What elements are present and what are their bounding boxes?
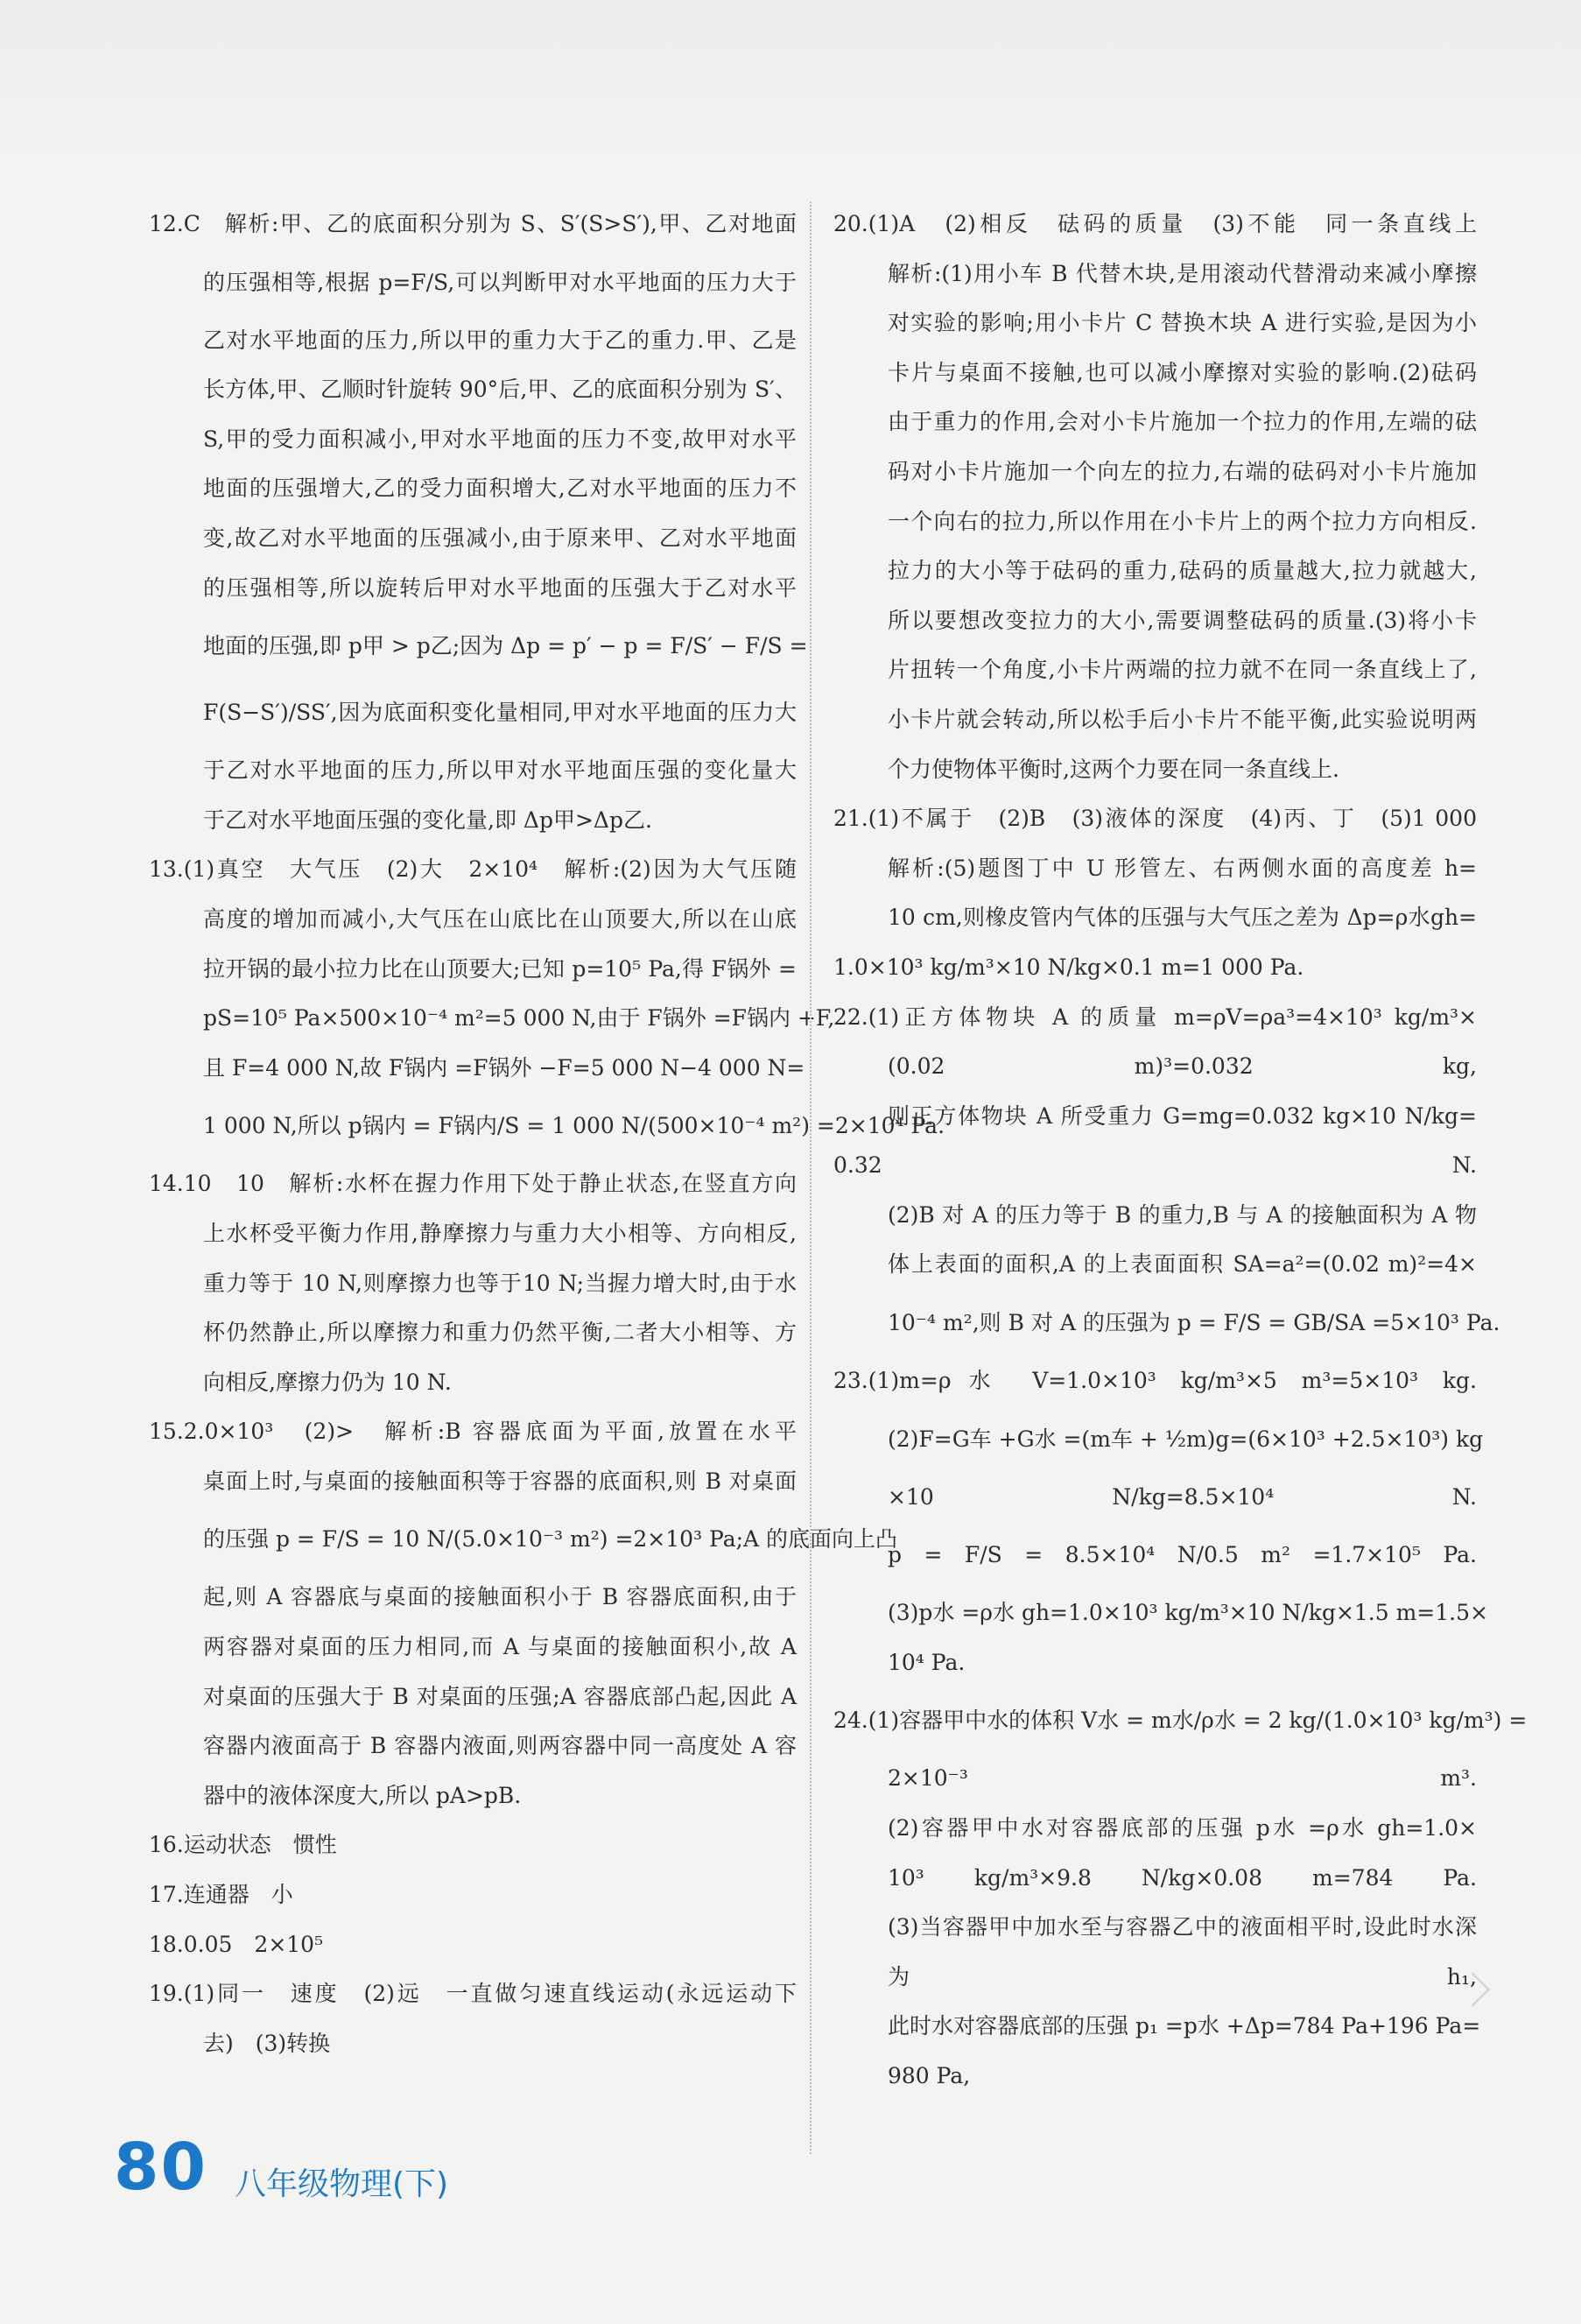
answer-line: 10⁴ Pa. xyxy=(888,1649,966,1675)
answer-line: 桌面上时,与桌面的接触面积等于容器的底面积,则 B 对桌面 xyxy=(203,1468,797,1494)
answer-line: 13.(1)真空 大气压 (2)大 2×10⁴ 解析:(2)因为大气压随 xyxy=(149,856,797,883)
answer-line: S,甲的受力面积减小,甲对水平地面的压力不变,故甲对水平 xyxy=(203,426,797,452)
answer-line: 地面的压强,即 p甲 > p乙;因为 Δp = p′ − p = F/S′ − F/S = xyxy=(203,633,808,659)
answer-line: 24.(1)容器甲中水的体积 V水 = m水/ρ水 = 2 kg/(1.0×10³ kg/m³) = xyxy=(833,1708,1528,1734)
answer-line: 容器内液面高于 B 容器内液面,则两容器中同一高度处 A 容 xyxy=(203,1733,797,1759)
answer-q14 xyxy=(149,1159,797,1407)
subject-label: 八年级物理(下) xyxy=(235,2166,449,2202)
answer-line: 卡片与桌面不接触,也可以减小摩擦对实验的影响.(2)砝码 xyxy=(888,359,1477,385)
answer-line: 解析:(5)题图丁中 U 形管左、右两侧水面的高度差 h= xyxy=(888,855,1477,881)
answer-line: 于乙对水平地面压强的变化量,即 Δp甲>Δp乙. xyxy=(203,806,652,833)
answer-line: 乙对水平地面的压力,所以甲的重力大于乙的重力.甲、乙是 xyxy=(203,327,797,353)
answer-line: 22.(1)正方体物块 A 的质量 m=ρV=ρa³=4×10³ kg/m³× xyxy=(833,1004,1477,1030)
answer-line: 10⁻⁴ m²,则 B 对 A 的压强为 p = F/S = GB/SA =5×10³ Pa. xyxy=(888,1310,1500,1336)
answer-line: 两容器对桌面的压力相同,而 A 与桌面的接触面积小,故 A xyxy=(203,1634,797,1660)
answer-line: 上水杯受平衡力作用,静摩擦力与重力大小相等、方向相反, xyxy=(203,1220,797,1246)
answer-line: 2×10⁻³ m³. xyxy=(888,1765,1477,1792)
answer-line: 起,则 A 容器底与桌面的接触面积小于 B 容器底面积,由于 xyxy=(203,1584,797,1610)
answer-line: 长方体,甲、乙顺时针旋转 90°后,甲、乙的底面积分别为 S′、 xyxy=(203,377,797,403)
answer-line: 10 cm,则橡皮管内气体的压强与大气压之差为 Δp=ρ水gh= xyxy=(888,905,1477,931)
answer-line: 器中的液体深度大,所以 pA>pB. xyxy=(203,1782,522,1808)
answer-line: 对桌面的压强大于 B 对桌面的压强;A 容器底部凸起,因此 A xyxy=(203,1683,797,1709)
left-column xyxy=(149,200,945,2068)
answer-line: 0.32 N. xyxy=(833,1152,1477,1179)
answer-line: 于乙对水平地面的压力,所以甲对水平地面压强的变化量大 xyxy=(203,757,797,784)
answer-line: 小卡片就会转动,所以松手后小卡片不能平衡,此实验说明两 xyxy=(888,706,1477,732)
answer-line: 解析:(1)用小车 B 代替木块,是用滚动代替滑动来减小摩擦 xyxy=(888,260,1477,286)
answer-line: 的压强相等,所以旋转后甲对水平地面的压强大于乙对水平 xyxy=(203,574,797,601)
answer-q12 xyxy=(149,200,808,845)
answer-line: 则正方体物块 A 所受重力 G=mg=0.032 kg×10 N/kg= xyxy=(888,1102,1477,1129)
answer-line: 12.C 解析:甲、乙的底面积分别为 S、S′(S>S′),甲、乙对地面 xyxy=(149,211,797,236)
answer-line: 此时水对容器底部的压强 p₁ =p水 +Δp=784 Pa+196 Pa= xyxy=(888,2013,1481,2039)
answer-line: 的压强相等,根据 p=F/S,可以判断甲对水平地面的压力大于 xyxy=(203,269,797,295)
answer-line: 的压强 p = F/S = 10 N/(5.0×10⁻³ m²) =2×10³ Pa;A 的底面向上凸 xyxy=(203,1526,898,1553)
answer-line: 对实验的影响;用小卡片 C 替换木块 A 进行实验,是因为小 xyxy=(888,310,1477,336)
answer-line: (0.02 m)³=0.032 kg, xyxy=(888,1053,1477,1080)
answer-line: 21.(1)不属于 (2)B (3)液体的深度 (4)丙、丁 (5)1 000 xyxy=(833,806,1477,832)
answer-q22 xyxy=(833,993,1500,1357)
answer-line: 15.2.0×10³ (2)> 解析:B 容器底面为平面,放置在水平 xyxy=(149,1419,797,1445)
answer-line: (2)B 对 A 的压力等于 B 的重力,B 与 A 的接触面积为 A 物 xyxy=(888,1201,1477,1228)
answer-line: 为 h₁, xyxy=(888,1963,1477,1989)
answer-line: 高度的增加而减小,大气压在山底比在山顶要大,所以在山底 xyxy=(203,905,797,932)
answer-line: 个力使物体平衡时,这两个力要在同一条直线上. xyxy=(888,756,1339,782)
answer-q21 xyxy=(833,794,1477,992)
answer-line: 由于重力的作用,会对小卡片施加一个拉力的作用,左端的砝 xyxy=(888,409,1477,435)
answer-q24 xyxy=(833,1687,1528,2101)
answer-line: 980 Pa, xyxy=(888,2063,971,2088)
answer-line: 一个向右的拉力,所以作用在小卡片上的两个拉力方向相反. xyxy=(888,508,1477,534)
answer-line: pS=10⁵ Pa×500×10⁻⁴ m²=5 000 N,由于 F锅外 =F锅内 +F, xyxy=(203,1005,835,1032)
page-top-margin xyxy=(0,0,1581,166)
answer-line: F(S−S′)/SS′,因为底面积变化量相同,甲对水平地面的压力大 xyxy=(203,700,797,726)
page-number: 80 xyxy=(114,2130,207,2205)
answer-q13 xyxy=(149,845,945,1159)
answer-q23 xyxy=(833,1356,1488,1687)
answer-line: 向相反,摩擦力仍为 10 N. xyxy=(203,1369,452,1395)
answer-line: (2)容器甲中水对容器底部的压强 p水 =ρ水 gh=1.0× xyxy=(888,1815,1477,1842)
answer-line: p = F/S = 8.5×10⁴ N/0.5 m² =1.7×10⁵ Pa. xyxy=(888,1542,1477,1568)
answer-line: 拉力的大小等于砝码的重力,砝码的质量越大,拉力就越大, xyxy=(888,558,1477,584)
right-column xyxy=(833,200,1528,2102)
answer-q18 xyxy=(149,1920,797,1970)
answer-line: (2)F=G车 +G水 =(m车 + ½m)g=(6×10³ +2.5×10³) kg xyxy=(888,1426,1484,1452)
answer-line: 重力等于 10 N,则摩擦力也等于10 N;当握力增大时,由于水 xyxy=(203,1270,797,1296)
answer-q16 xyxy=(149,1820,797,1870)
answer-line: (3)p水 =ρ水 gh=1.0×10³ kg/m³×10 N/kg×1.5 m=1.5× xyxy=(888,1600,1488,1626)
answer-line: 杯仍然静止,所以摩擦力和重力仍然平衡,二者大小相等、方 xyxy=(203,1320,797,1346)
answer-line: 去) (3)转换 xyxy=(203,2030,331,2056)
answer-line: 16.运动状态 惯性 xyxy=(149,1832,337,1858)
answer-line: 且 F=4 000 N,故 F锅内 =F锅外 −F=5 000 N−4 000 N= xyxy=(203,1054,805,1081)
answer-line: 17.连通器 小 xyxy=(149,1882,293,1908)
answer-q19 xyxy=(149,1969,797,2068)
answer-line: 20.(1)A (2)相反 砝码的质量 (3)不能 同一条直线上 xyxy=(833,211,1477,236)
answer-line: 所以要想改变拉力的大小,需要调整砝码的质量.(3)将小卡 xyxy=(888,607,1477,633)
answer-line: 18.0.05 2×10⁵ xyxy=(149,1931,324,1957)
answer-line: 地面的压强增大,乙的受力面积增大,乙对水平地面的压力不 xyxy=(203,475,797,502)
answer-line: 10³ kg/m³×9.8 N/kg×0.08 m=784 Pa. xyxy=(888,1864,1477,1891)
answer-line: 片扭转一个角度,小卡片两端的拉力就不在同一条直线上了, xyxy=(888,657,1477,683)
answer-line: 1 000 N,所以 p锅内 = F锅内/S = 1 000 N/(500×10⁻⁴ m²) =2×10⁴ Pa. xyxy=(203,1113,945,1139)
answer-line: 变,故乙对水平地面的压强减小,由于原来甲、乙对水平地面 xyxy=(203,525,797,551)
answer-line: 23.(1)m=ρ水 V=1.0×10³ kg/m³×5 m³=5×10³ kg. xyxy=(833,1368,1477,1394)
watermark-faint xyxy=(241,1454,341,1592)
answer-line: (3)当容器甲中加水至与容器乙中的液面相平时,设此时水深 xyxy=(888,1914,1477,1940)
answer-line: 码对小卡片施加一个向左的拉力,右端的砝码对小卡片施加 xyxy=(888,458,1477,484)
answer-line: 1.0×10³ kg/m³×10 N/kg×0.1 m=1 000 Pa. xyxy=(833,954,1304,980)
answer-line: 14.10 10 解析:水杯在握力作用下处于静止状态,在竖直方向 xyxy=(149,1171,797,1197)
answer-line: 体上表面的面积,A 的上表面面积 SA=a²=(0.02 m)²=4× xyxy=(888,1251,1477,1278)
answer-q20 xyxy=(833,200,1477,794)
column-divider xyxy=(810,201,812,2154)
answer-line: ×10 N/kg=8.5×10⁴ N. xyxy=(888,1483,1477,1510)
answer-line: 19.(1)同一 速度 (2)远 一直做匀速直线运动(永远运动下 xyxy=(149,1981,797,2007)
answer-line: 拉开锅的最小拉力比在山顶要大;已知 p=10⁵ Pa,得 F锅外 = xyxy=(203,955,797,982)
answer-q17 xyxy=(149,1870,797,1920)
